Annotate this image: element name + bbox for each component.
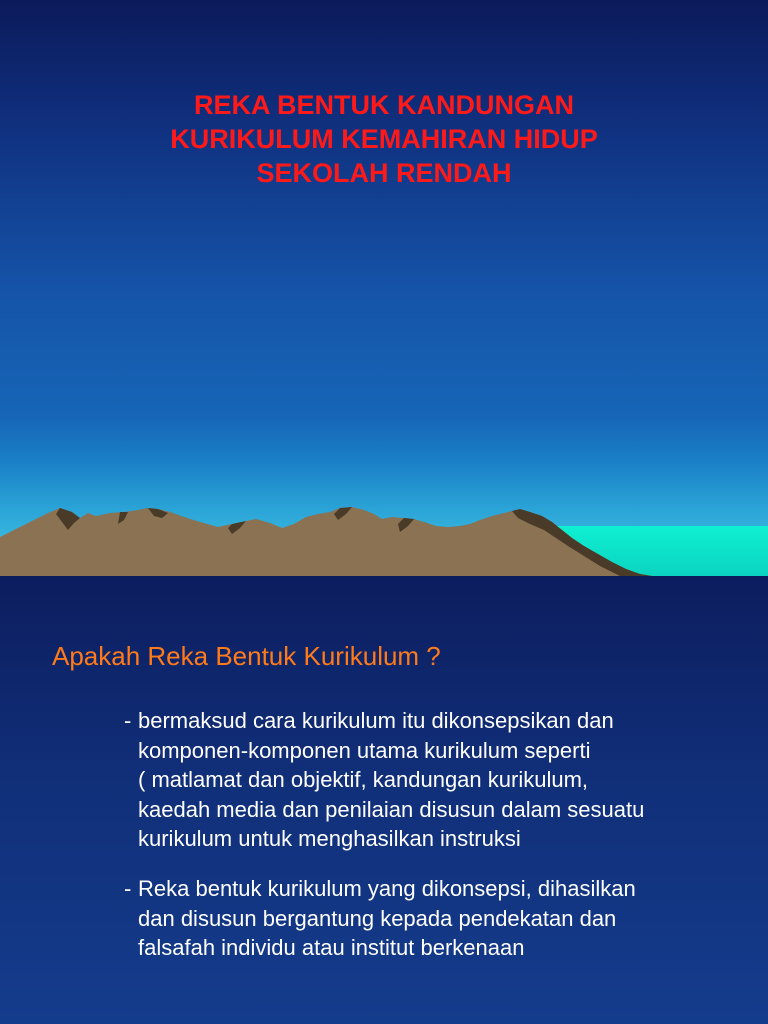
title-line-2: KURIKULUM KEMAHIRAN HIDUP	[170, 124, 598, 154]
bullet-line: komponen-komponen utama kurikulum seperti	[138, 737, 591, 763]
bullet-line: kaedah media dan penilaian disusun dalam sesuatu	[138, 796, 645, 822]
title-line-1: REKA BENTUK KANDUNGAN	[194, 90, 574, 120]
bullet-line: bermaksud cara kurikulum itu dikonsepsikan dan	[138, 708, 614, 733]
bullet-line: kurikulum untuk menghasilkan instruksi	[138, 826, 521, 851]
bullet-line: Reka bentuk kurikulum yang dikonsepsi, dihasilkan	[138, 876, 636, 901]
bullet-line: dan disusun bergantung kepada pendekatan dan	[138, 905, 617, 931]
mountain-range-shape	[0, 507, 652, 576]
title-line-3: SEKOLAH RENDAH	[256, 158, 512, 188]
bullet-item-2	[124, 874, 744, 963]
bullet-line: falsafah individu atau institut berkenaan	[138, 935, 525, 960]
bullet-dash: -	[124, 876, 132, 901]
bullet-line: ( matlamat dan objektif, kandungan kurikulum,	[138, 767, 589, 792]
bullet-item-1	[124, 706, 744, 854]
slide-content	[0, 576, 768, 1024]
slide-heading: Apakah Reka Bentuk Kurikulum ?	[52, 641, 441, 671]
bullet-dash: -	[124, 708, 132, 733]
